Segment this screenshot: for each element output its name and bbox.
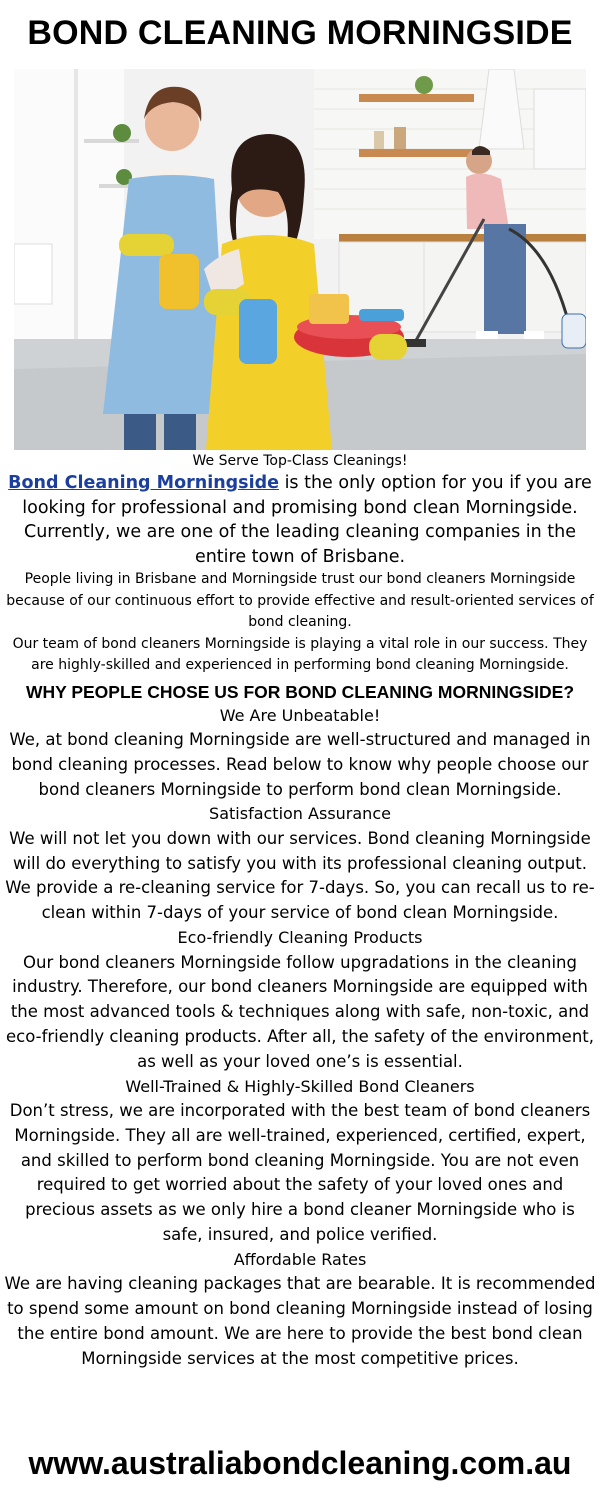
section-body-eco: Our bond cleaners Morningside follow upgradations in the cleaning industry. Therefore, our bond cleaners Morningside are equipped with the most advanced tools & techniques along with safe, non-toxic, and eco-friendly cleaning products. After all, the safety of the environment, as well as your loved one’s is essential. bbox=[5, 952, 595, 1071]
page-title: BOND CLEANING MORNINGSIDE bbox=[27, 14, 573, 52]
bond-cleaning-link[interactable]: Bond Cleaning Morningside bbox=[8, 473, 279, 493]
section-heading-satisfaction: Satisfaction Assurance bbox=[209, 804, 391, 824]
website-url[interactable]: www.australiabondcleaning.com.au bbox=[28, 1445, 572, 1481]
section-body-trained: Don’t stress, we are incorporated with the best team of bond cleaners Morningside. They all are well-trained, experienced, certified, expert, and skilled to perform bond cleaning Morningside. You are not even required to get worried about the safety of your loved ones and precious assets as we only hire a bond cleaner Morningside who is safe, insured, and police verified. bbox=[9, 1101, 591, 1245]
section-heading-rates: Affordable Rates bbox=[233, 1249, 367, 1269]
section-body-satisfaction: We will not let you down with our services. Bond cleaning Morningside will do everything to satisfy you with its professional cleaning output. We provide a re-cleaning service for 7-days. So, you can recall us to re-clean within 7-days of your service of bond clean Morningside. bbox=[5, 828, 595, 923]
hero-image bbox=[14, 69, 586, 450]
intro-paragraph-2: Our team of bond cleaners Morningside is playing a vital role in our success. They are highly-skilled and experienced in performing bond cleaning Morningside. bbox=[12, 635, 588, 673]
main-content bbox=[0, 452, 600, 1372]
section-heading-eco: Eco-friendly Cleaning Products bbox=[177, 928, 423, 948]
hero-caption: We Serve Top-Class Cleanings! bbox=[192, 453, 408, 469]
why-heading: WHY PEOPLE CHOSE US FOR BOND CLEANING MORNINGSIDE? bbox=[25, 681, 575, 702]
section-body-rates: We are having cleaning packages that are bearable. It is recommended to spend some amount on bond cleaning Morningside instead of losing the entire bond amount. We are here to provide the best bond clean Morningside services at the most competitive prices. bbox=[4, 1274, 596, 1368]
intro-lead bbox=[0, 471, 600, 569]
cleaning-family-photo-icon bbox=[14, 69, 586, 450]
why-subheading: We Are Unbeatable! bbox=[219, 705, 381, 725]
intro-lead-text: is the only option for you if you are looking for professional and promising bond clean Morningside. Currently, we are one of the leading cleaning companies in the entire town of Brisbane. bbox=[22, 473, 592, 567]
why-body: We, at bond cleaning Morningside are well-structured and managed in bond cleaning processes. Read below to know why people choose our bond cleaners Morningside to perform bond clean Morningside. bbox=[9, 730, 591, 799]
section-heading-trained: Well-Trained & Highly-Skilled Bond Cleaners bbox=[125, 1076, 475, 1096]
intro-paragraph-1: People living in Brisbane and Morningside trust our bond cleaners Morningside because of our continuous effort to provide effective and result-oriented services of bond cleaning. bbox=[6, 571, 594, 630]
